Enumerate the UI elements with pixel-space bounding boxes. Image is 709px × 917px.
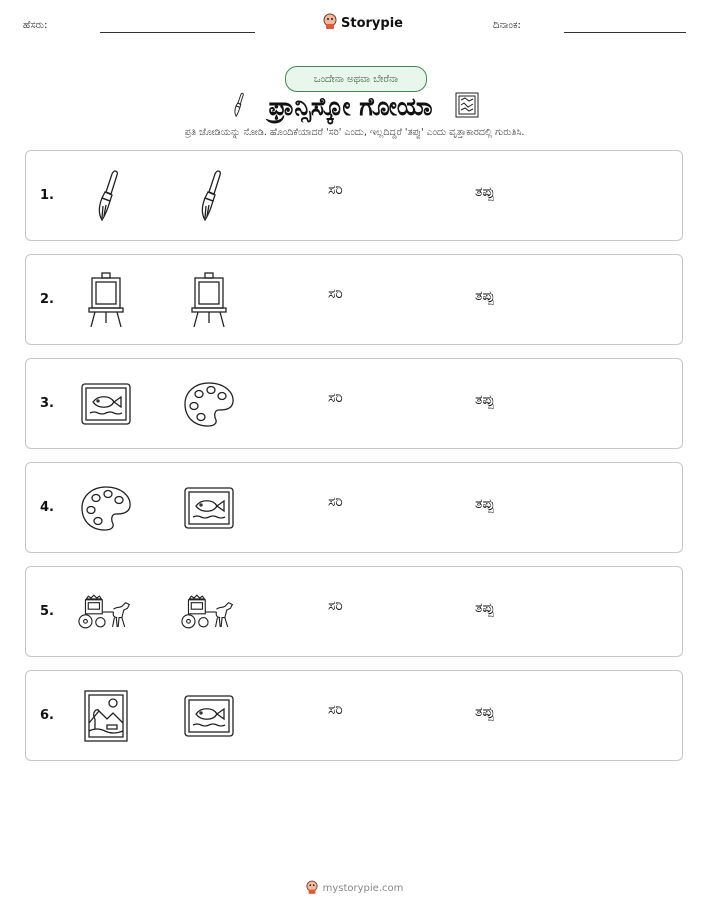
option-true[interactable]: ಸರಿ xyxy=(328,286,343,302)
footer xyxy=(0,880,709,897)
question-number: 6. xyxy=(40,708,54,723)
palette-icon xyxy=(78,478,134,538)
goya-painting-icon xyxy=(455,92,479,122)
question-number: 4. xyxy=(40,500,54,515)
option-false[interactable]: ತಪ್ಪು xyxy=(475,600,495,616)
worksheet-type-badge: ಒಂದೇನಾ ಅಥವಾ ಬೇರೆನಾ xyxy=(285,66,427,92)
option-false[interactable]: ತಪ್ಪು xyxy=(475,704,495,720)
paintbrush-icon xyxy=(78,166,134,226)
question-card xyxy=(25,566,683,657)
fish-painting-icon xyxy=(181,686,237,746)
easel-icon xyxy=(78,270,134,330)
option-false[interactable]: ತಪ್ಪು xyxy=(475,392,495,408)
instructions: ಪ್ರತಿ ಜೋಡಿಯನ್ನು ನೋಡಿ. ಹೊಂದಿಕೆಯಾದರೆ 'ಸರಿ' ಎಂದು, ಇಲ್ಲದಿದ್ದರೆ 'ತಪ್ಪು' ಎಂದು ವೃತ್ತಾಕಾರದಲ್ಲಿ ಗುರುತಿಸಿ. xyxy=(184,127,525,138)
paintbrush-icon xyxy=(230,88,246,126)
question-card xyxy=(25,254,683,345)
brand-name: Storypie xyxy=(341,15,403,31)
question-card xyxy=(25,358,683,449)
fish-painting-icon xyxy=(181,478,237,538)
question-number: 3. xyxy=(40,396,54,411)
paintbrush-icon xyxy=(181,166,237,226)
option-true[interactable]: ಸರಿ xyxy=(328,390,343,406)
option-true[interactable]: ಸರಿ xyxy=(328,494,343,510)
question-card xyxy=(25,670,683,761)
easel-icon xyxy=(181,270,237,330)
question-card xyxy=(25,462,683,553)
option-false[interactable]: ತಪ್ಪು xyxy=(475,288,495,304)
date-field-line[interactable] xyxy=(564,32,686,33)
brand xyxy=(323,13,403,33)
landscape-painting-icon xyxy=(78,686,134,746)
page-title: ಫ್ರಾನ್ಸಿಸ್ಕೋ ಗೋಯಾ xyxy=(268,92,433,121)
date-label: ದಿನಾಂಕ: xyxy=(493,20,521,31)
name-field-line[interactable] xyxy=(100,32,255,33)
question-card xyxy=(25,150,683,241)
question-number: 2. xyxy=(40,292,54,307)
storypie-logo-icon xyxy=(306,880,318,897)
palette-icon xyxy=(181,374,237,434)
horse-carriage-icon xyxy=(181,582,237,642)
option-false[interactable]: ತಪ್ಪು xyxy=(475,184,495,200)
option-true[interactable]: ಸರಿ xyxy=(328,702,343,718)
storypie-logo-icon xyxy=(323,13,337,33)
name-label: ಹೆಸರು: xyxy=(23,20,48,31)
option-false[interactable]: ತಪ್ಪು xyxy=(475,496,495,512)
title-row xyxy=(0,88,709,126)
question-number: 1. xyxy=(40,188,54,203)
option-true[interactable]: ಸರಿ xyxy=(328,182,343,198)
footer-url[interactable]: mystorypie.com xyxy=(322,883,404,894)
horse-carriage-icon xyxy=(78,582,134,642)
option-true[interactable]: ಸರಿ xyxy=(328,598,343,614)
fish-painting-icon xyxy=(78,374,134,434)
question-number: 5. xyxy=(40,604,54,619)
